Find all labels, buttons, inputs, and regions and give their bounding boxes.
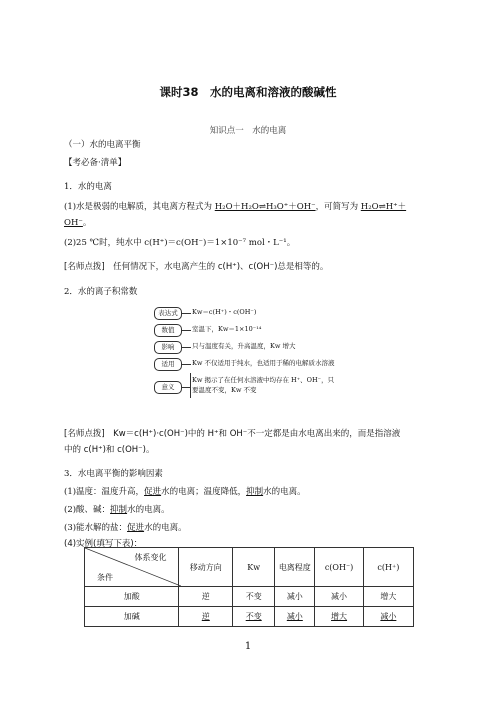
- factor-salt: [64, 522, 187, 534]
- equation-short-cont: OH⁻: [64, 218, 83, 228]
- example-heading: (4)实例(填写下表)：: [64, 539, 143, 549]
- row-acid-direction: 逆: [179, 587, 233, 607]
- tip-2-line-2: 中的 c(H⁺)和 c(OH⁻)。: [64, 445, 155, 455]
- table-row: [85, 587, 414, 607]
- header-c-h: c(H⁺): [363, 548, 413, 587]
- page-title: 课时38 水的电离和溶液的酸碱性: [159, 85, 337, 99]
- row-base-direction: 逆: [179, 607, 233, 627]
- kw-diagram: [154, 275, 384, 415]
- table-corner: [85, 548, 179, 587]
- diagram-label-meaning: 意义: [154, 381, 182, 394]
- table-row: [85, 607, 414, 627]
- factor-acid-base: [64, 504, 170, 516]
- header-kw: Kw: [233, 548, 275, 587]
- header-c-oh: c(OH⁻): [315, 548, 363, 587]
- row-base-h: 减小: [363, 607, 413, 627]
- diagram-text-scope: Kw 不仅适用于纯水，也适用于稀的电解质水溶液: [192, 359, 335, 367]
- section-heading: 知识点一 水的电离: [209, 126, 287, 136]
- row-acid-oh: 减小: [315, 587, 363, 607]
- diagram-label-scope: 适用: [154, 358, 182, 371]
- row-acid-condition: 加酸: [85, 587, 179, 607]
- paragraph-1-cont: [64, 217, 91, 229]
- f1-inhibit: 抑制: [246, 487, 264, 497]
- paragraph-1: [64, 201, 406, 213]
- diagram-text-meaning-2: 要温度不变，Kw 不变: [192, 386, 257, 394]
- subsection-title: （一）水的电离平衡: [64, 140, 141, 150]
- p1-text-b: ，可简写为: [315, 202, 361, 212]
- f1-promote: 促进: [144, 487, 162, 497]
- p1-text-a: (1)水是极弱的电解质，其电离方程式为: [64, 202, 215, 212]
- row-base-condition: 加碱: [85, 607, 179, 627]
- header-direction: 移动方向: [179, 548, 233, 587]
- paragraph-2: (2)25 ℃时，纯水中 c(H⁺)＝c(OH⁻)＝1×10⁻⁷ mol・L⁻¹。: [64, 238, 296, 248]
- example-table: [84, 547, 414, 627]
- row-base-oh: 增大: [315, 607, 363, 627]
- diagram-text-value: 室温下，Kw＝1×10⁻¹⁴: [192, 325, 262, 333]
- diagram-text-expression: Kw＝c(H⁺)・c(OH⁻): [192, 308, 257, 316]
- f2-text-b: 水的电离。: [127, 505, 170, 515]
- heading-water-ionization: 1．水的电离: [64, 182, 112, 192]
- heading-factors: 3．水电离平衡的影响因素: [64, 469, 163, 479]
- row-acid-h: 增大: [363, 587, 413, 607]
- factor-temperature: [64, 486, 306, 498]
- diagram-label-value: 数值: [154, 324, 182, 337]
- diagram-text-meaning-1: Kw 揭示了在任何水溶液中均存在 H⁺、OH⁻，只: [192, 376, 335, 384]
- row-base-degree: 减小: [275, 607, 315, 627]
- tag-checklist: 【考必备·清单】: [64, 158, 127, 168]
- diagram-text-influence: 只与温度有关，升高温度，Kw 增大: [192, 342, 296, 350]
- f1-text-a: (1)温度：温度升高，: [64, 487, 145, 497]
- f2-text-a: (2)酸、碱：: [64, 505, 111, 515]
- header-ionization-degree: 电离程度: [275, 548, 315, 587]
- corner-bottom-label: 条件: [97, 573, 113, 582]
- row-base-kw: 不变: [233, 607, 275, 627]
- tip-2-line-1: [名师点拨] Kw＝c(H⁺)·c(OH⁻)中的 H⁺和 OH⁻不一定都是由水电离出来的，而是指溶液: [64, 429, 401, 439]
- row-acid-degree: 减小: [275, 587, 315, 607]
- f1-text-b: 水的电离；温度降低，: [161, 487, 247, 497]
- corner-top-label: 体系变化: [134, 553, 167, 562]
- f1-text-c: 水的电离。: [263, 487, 306, 497]
- diagram-label-expression: 表达式: [154, 307, 182, 320]
- row-acid-kw: 不变: [233, 587, 275, 607]
- equation-full: H₂O＋H₂O⇌H₃O⁺＋OH⁻: [214, 202, 316, 212]
- f3-text-b: 水的电离。: [144, 523, 187, 533]
- heading-ion-product: 2．水的离子积常数: [64, 287, 138, 297]
- tip-1: [名师点拨] 任何情况下，水电离产生的 c(H⁺)、c(OH⁻)总是相等的。: [64, 262, 329, 272]
- f2-inhibit: 抑制: [110, 505, 128, 515]
- f3-text-a: (3)能水解的盐：: [64, 523, 128, 533]
- p1-end: 。: [82, 218, 92, 228]
- page-number: 1: [244, 641, 252, 652]
- diagram-label-influence: 影响: [154, 341, 182, 354]
- f3-promote: 促进: [127, 523, 145, 533]
- equation-short: H₂O⇌H⁺＋: [360, 202, 407, 212]
